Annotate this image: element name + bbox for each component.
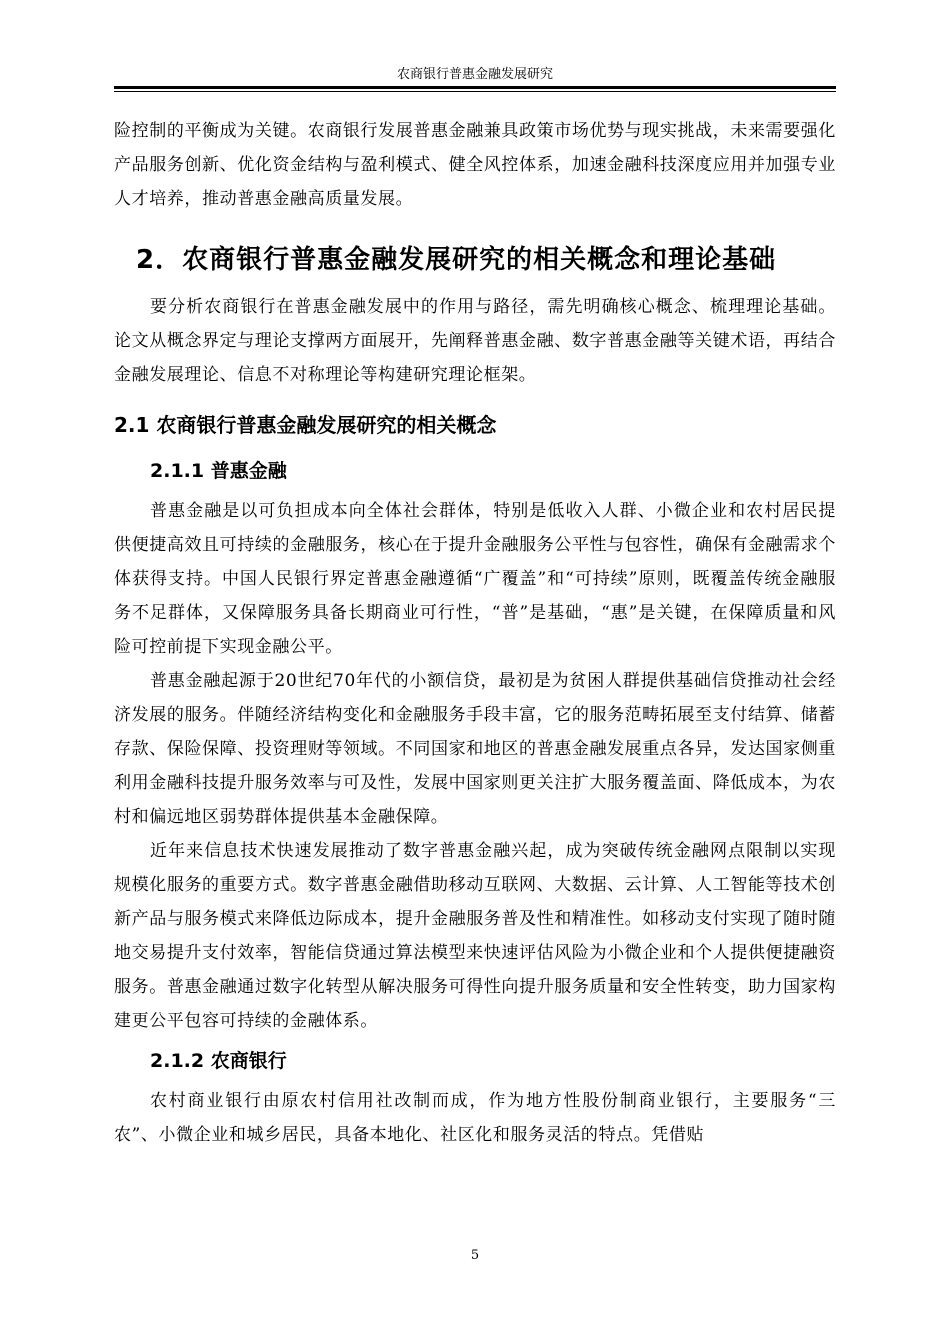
page-body <box>114 114 836 1152</box>
running-header: 农商银行普惠金融发展研究 <box>396 67 553 82</box>
subsection-heading-inclusive-finance: 2.1.1 普惠金融 <box>150 460 287 482</box>
body-paragraph: 普惠金融是以可负担成本向全体社会群体，特别是低收入人群、小微企业和农村居民提供便捷高效且可持续的金融服务，核心在于提升金融服务公平性与包容性，确保有金融需求个体获得支持。中国人民银行界定普惠金融遵循“广覆盖”和“可持续”原则，既覆盖传统金融服务不足群体，又保障服务具备长期商业可行性，“普”是基础，“惠”是关键，在保障质量和风险可控前提下实现金融公平。 <box>114 501 836 657</box>
header-rule-thick <box>114 86 836 89</box>
subsection-heading-rural-bank: 2.1.2 农商银行 <box>150 1050 287 1072</box>
body-paragraph: 近年来信息技术快速发展推动了数字普惠金融兴起，成为突破传统金融网点限制以实现规模化服务的重要方式。数字普惠金融借助移动互联网、大数据、云计算、人工智能等技术创新产品与服务模式来降低边际成本，提升金融服务普及性和精准性。如移动支付实现了随时随地交易提升支付效率，智能信贷通过算法模型来快速评估风险为小微企业和个人提供便捷融资服务。普惠金融通过数字化转型从解决服务可得性向提升服务质量和安全性转变，助力国家构建更公平包容可持续的金融体系。 <box>114 841 836 1031</box>
body-paragraph: 农村商业银行由原农村信用社改制而成，作为地方性股份制商业银行，主要服务“三农”、小微企业和城乡居民，具备本地化、社区化和服务灵活的特点。凭借贴 <box>114 1091 836 1145</box>
body-paragraph: 普惠金融起源于20世纪70年代的小额信贷，最初是为贫困人群提供基础信贷推动社会经济发展的服务。伴随经济结构变化和金融服务手段丰富，它的服务范畴拓展至支付结算、储蓄存款、保险保障、投资理财等领域。不同国家和地区的普惠金融发展重点各异，发达国家侧重利用金融科技提升服务效率与可及性，发展中国家则更关注扩大服务覆盖面、降低成本，为农村和偏远地区弱势群体提供基本金融保障。 <box>114 671 836 827</box>
chapter-heading: 2．农商银行普惠金融发展研究的相关概念和理论基础 <box>136 245 777 275</box>
chapter-intro-paragraph: 要分析农商银行在普惠金融发展中的作用与路径，需先明确核心概念、梳理理论基础。论文从概念界定与理论支撑两方面展开，先阐释普惠金融、数字普惠金融等关键术语，再结合金融发展理论、信息不对称理论等构建研究理论框架。 <box>114 297 836 385</box>
section-heading: 2.1 农商银行普惠金融发展研究的相关概念 <box>114 413 497 437</box>
page-number: 5 <box>470 1248 480 1263</box>
header-rule-thin <box>114 91 836 92</box>
intro-paragraph: 险控制的平衡成为关键。农商银行发展普惠金融兼具政策市场优势与现实挑战，未来需要强化产品服务创新、优化资金结构与盈利模式、健全风控体系，加速金融科技深度应用并加强专业人才培养，推动普惠金融高质量发展。 <box>114 121 836 209</box>
